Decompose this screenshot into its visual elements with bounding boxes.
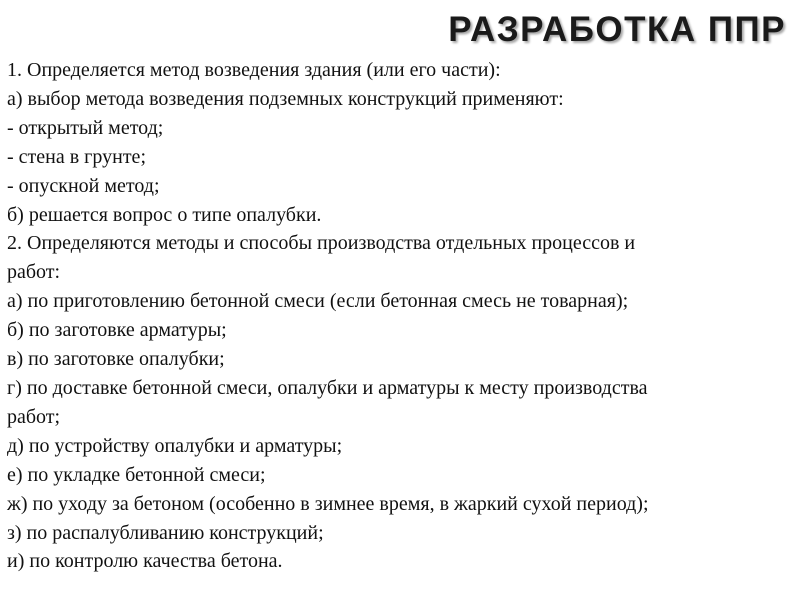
text-line: г) по доставке бетонной смеси, опалубки и арматуры к месту производства: [7, 376, 648, 399]
text-line: 2. Определяются методы и способы производства отдельных процессов и: [7, 232, 636, 255]
text-line: ж) по уходу за бетоном (особенно в зимнее время, в жаркий сухой период);: [7, 492, 649, 515]
text-line: д) по устройству опалубки и арматуры;: [7, 434, 343, 457]
text-line: е) по укладке бетонной смеси;: [7, 463, 266, 486]
text-line: а) выбор метода возведения подземных конструкций применяют:: [7, 87, 564, 110]
text-line: работ;: [7, 405, 61, 428]
text-line: а) по приготовлению бетонной смеси (если бетонная смесь не товарная);: [7, 290, 629, 313]
text-line: работ:: [7, 261, 61, 284]
text-line: з) по распалубливанию конструкций;: [7, 521, 324, 544]
text-line: - стена в грунте;: [7, 145, 146, 168]
text-line: и) по контролю качества бетона.: [7, 550, 283, 573]
text-line: 1. Определяется метод возведения здания (или его части):: [7, 59, 501, 81]
text-line: б) по заготовке арматуры;: [7, 319, 227, 342]
text-line: - открытый метод;: [7, 116, 164, 139]
text-line: в) по заготовке опалубки;: [7, 348, 225, 371]
text-line: б) решается вопрос о типе опалубки.: [7, 203, 322, 226]
text-line: - опускной метод;: [7, 174, 160, 197]
slide-body: [7, 56, 797, 576]
slide-title: РАЗРАБОТКА ППР: [448, 10, 786, 49]
